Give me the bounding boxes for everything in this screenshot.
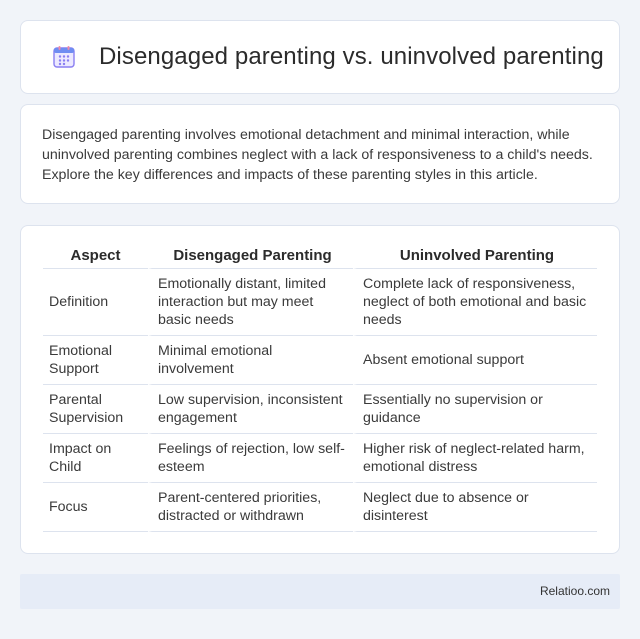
table-header-row bbox=[43, 246, 597, 269]
header-disengaged: Disengaged Parenting bbox=[148, 246, 353, 269]
footer-brand: Relatioo.com bbox=[539, 584, 610, 598]
intro-text: Disengaged parenting involves emotional detachment and minimal interaction, while uninvolved parenting combines neglect with a lack of responsiveness to a child's needs. Explore the key differences and impacts of these parenting styles in this article. bbox=[42, 127, 593, 183]
title-card bbox=[20, 20, 620, 94]
aspect-cell: Impact on Child bbox=[43, 434, 148, 483]
table-row bbox=[43, 385, 597, 434]
aspect-cell: Focus bbox=[43, 483, 148, 532]
disengaged-cell: Low supervision, inconsistent engagement bbox=[148, 385, 353, 434]
footer bbox=[20, 574, 620, 609]
aspect-cell: Definition bbox=[43, 269, 148, 336]
calendar-icon bbox=[51, 44, 77, 70]
intro-card bbox=[20, 104, 620, 204]
uninvolved-cell: Essentially no supervision or guidance bbox=[353, 385, 597, 434]
header-aspect: Aspect bbox=[43, 246, 148, 269]
disengaged-cell: Feelings of rejection, low self-esteem bbox=[148, 434, 353, 483]
disengaged-cell: Minimal emotional involvement bbox=[148, 336, 353, 385]
disengaged-cell: Emotionally distant, limited interaction but may meet basic needs bbox=[148, 269, 353, 336]
uninvolved-cell: Absent emotional support bbox=[353, 336, 597, 385]
uninvolved-cell: Neglect due to absence or disinterest bbox=[353, 483, 597, 532]
uninvolved-cell: Higher risk of neglect-related harm, emotional distress bbox=[353, 434, 597, 483]
page-title: Disengaged parenting vs. uninvolved parenting bbox=[99, 43, 604, 70]
table-row bbox=[43, 483, 597, 532]
table-row bbox=[43, 269, 597, 336]
table-row bbox=[43, 434, 597, 483]
comparison-table bbox=[43, 246, 597, 532]
aspect-cell: Emotional Support bbox=[43, 336, 148, 385]
aspect-cell: Parental Supervision bbox=[43, 385, 148, 434]
comparison-card bbox=[20, 225, 620, 554]
uninvolved-cell: Complete lack of responsiveness, neglect of both emotional and basic needs bbox=[353, 269, 597, 336]
header-uninvolved: Uninvolved Parenting bbox=[353, 246, 597, 269]
table-row bbox=[43, 336, 597, 385]
disengaged-cell: Parent-centered priorities, distracted or withdrawn bbox=[148, 483, 353, 532]
